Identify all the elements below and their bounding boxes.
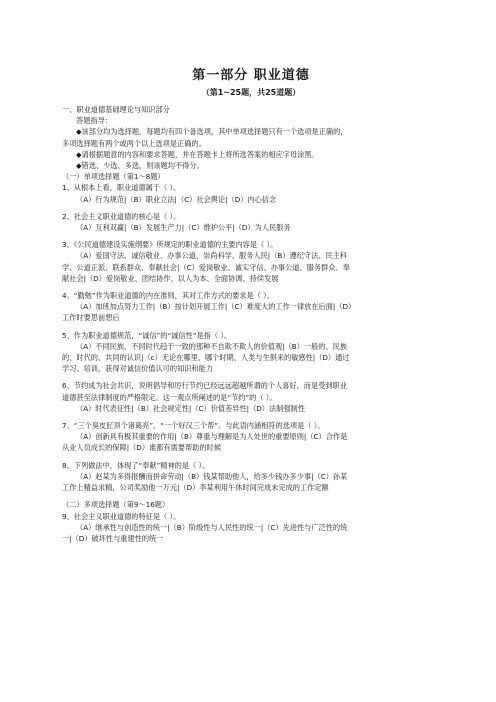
section-heading-multiple: （二）多项选择题（第9～16题） <box>62 500 170 510</box>
section-heading-single: （一）单项选择题（第1～8题） <box>62 172 165 182</box>
question-text: 8、下列做法中，体现了“奉献”精神的是（ ）。 <box>62 460 210 470</box>
question-text: 3、《公民道德建设实施纲要》所规定的职业道德的主要内容是（ ）。 <box>62 240 278 250</box>
question-text: 4、“勤勉”作为职业道德的内在准则，其对工作方式的要求是（ ）。 <box>62 291 274 301</box>
question-text: 2、社会主义职业道德的核心是（ ）。 <box>62 211 181 221</box>
question-options: （A）加班加点努力工作|（B）按计划开展工作|（C）难度大的工作一律放在后面|（D） <box>76 302 356 312</box>
question-options: （A）爱国守法、诚信敬业、办事公道、崇尚科学、服务人民|（B）遵纪守法、民主科 <box>76 251 348 261</box>
question-text: 9、社会主义职业道德的特征是（ ）。 <box>62 511 181 521</box>
question-text: 7、“三个臭皮匠顶个诸葛亮”、“一个好汉三个帮”。与此语内涵相符的选项是（ ）。 <box>62 421 325 431</box>
instruction-line: ◆错选、少选、多选，则该题均不得分。 <box>76 161 204 171</box>
question-options: （A）继承性与创造性的统一|（B）阶级性与人民性的统一|（C）先进性与广泛性的统 <box>76 522 348 532</box>
instruction-line: ◆该部分均为选择题，每题均有四个备选项，其中单项选择题只有一个选项是正确的， <box>76 127 348 137</box>
question-options: （A）行为规范|（B）职业立法|（C）社会舆论|（D）内心信念 <box>76 194 277 204</box>
question-text: 1、从根本上看，职业道德属于（ ）。 <box>62 183 181 193</box>
question-options: 从业人员成长的保障|（D）谁都有需要帮助的时候 <box>62 443 221 453</box>
question-options: 的、时代的、共同的认识|（c）无论在哪里、哪个时期，人类与生俱来的敏感性|（D）通过 <box>62 353 350 363</box>
question-options: （A）时代表征性|（B）社会规定性|（C）价值差异性|（D）法制强制性 <box>76 403 305 413</box>
question-text: 6、节约成为社会共识，说明倡导和厉行节约已经远远超越所谓的个人喜好，而是受到职业 <box>62 381 347 391</box>
question-options: （A）赵某为多得报酬而拼命劳动|（B）钱某帮助他人，给多少钱办多少事|（C）孙某 <box>76 471 348 481</box>
question-options: 工作时要思前想后 <box>62 313 120 323</box>
instruction-line: ◆请根据题意的内容和要求答题，并在答题卡上将所选答案的相应字母涂黑。 <box>76 149 319 159</box>
question-options: 工作上精益求精，公司奖励他一万元|（D）李某利用午休时间完成未完成的工作定额 <box>62 483 329 493</box>
question-options: （A）不同民族、不同时代趋于一致的那种不自欺不欺人的价值观|（B）一般的、民族 <box>76 341 348 351</box>
question-text: 5、作为职业道德规范，“诚信”的“诚信性”是指（ ）。 <box>62 330 232 340</box>
question-options: 学习、培训，获得对诚信价值认可的知识和能力 <box>62 364 213 374</box>
question-text: 道德甚至法律制度的严格限定。这一观点所阐述的是“节约”的（ ）。 <box>62 392 277 402</box>
question-options: 学、公道正派、联系群众、奉献社会|（C）爱岗敬业、诚实守信、办事公道、服务群众、奉 <box>62 262 350 272</box>
instruction-line: 多项选择题有两个或两个以上选项是正确的。 <box>62 138 206 148</box>
page-title: 第一部分 职业道德 <box>192 68 310 83</box>
instructions-label: 答题指导： <box>76 116 112 126</box>
question-options: 献社会|（D）爱岗敬业、团结协作、以人为本、全面协调、持续发展 <box>62 273 279 283</box>
question-options: 一|（D）破坏性与重建性的统一 <box>62 533 164 543</box>
part-heading: 一、职业道德基础理论与知识部分 <box>62 105 170 114</box>
page-subtitle: （第1~25题，共25道题） <box>201 88 301 97</box>
question-options: （A）互利双赢|（B）发展生产力|（C）维护公平|（D）为人民服务 <box>76 223 291 233</box>
question-options: （A）创新具有极其重要的作用|（B）尊重与理解是为人处世的重要原则|（C）合作是 <box>76 432 348 442</box>
